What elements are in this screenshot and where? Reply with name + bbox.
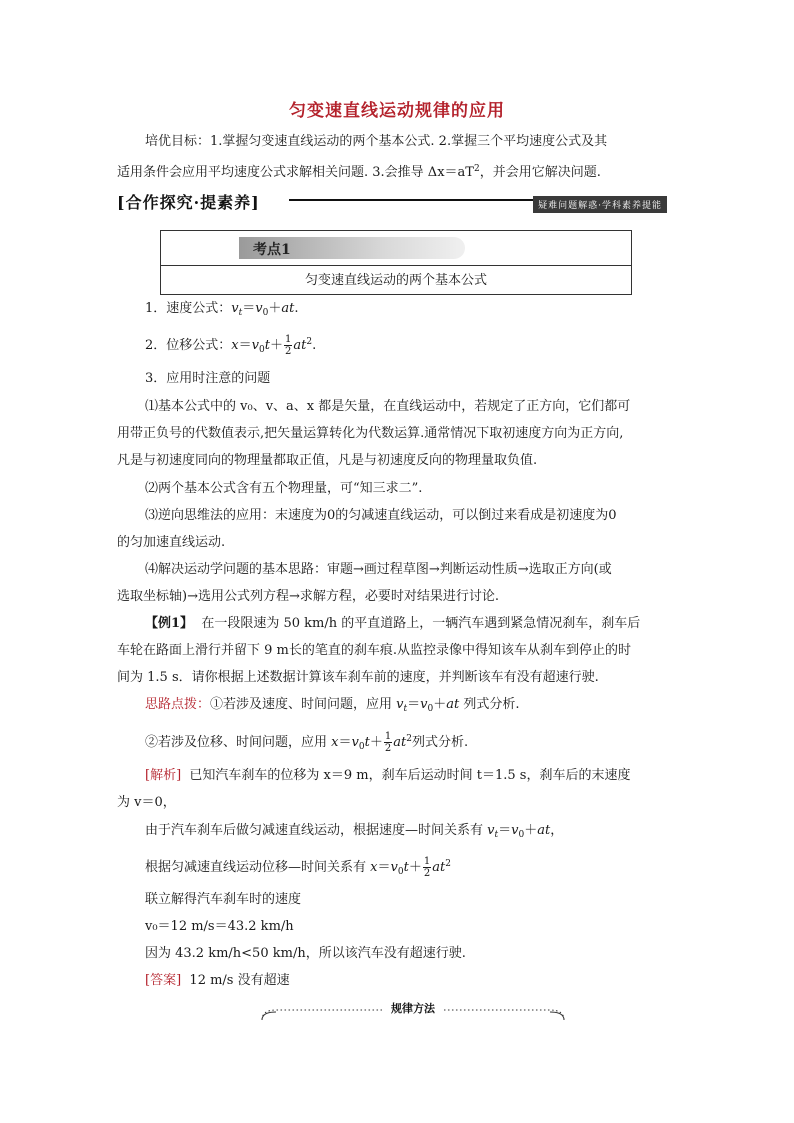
goals-line-2: 适用条件会应用平均速度公式求解相关问题. 3.会推导 $\Delta x=aT^2$，并会用它解决问题.: [117, 164, 601, 180]
hint-label: 思路点拨：: [145, 697, 211, 712]
note-3-line-1: ⑶逆向思维法的应用：末速度为0的匀减速直线运动，可以倒过来看成是初速度为0: [145, 508, 617, 523]
solution-label: [解析]: [145, 768, 182, 783]
method-label: 规律方法: [391, 1002, 435, 1015]
kaodian-box: [160, 230, 632, 295]
solution-line-7: 因为 43.2 km/h<50 km/h，所以该汽车没有超速行驶.: [145, 946, 466, 961]
answer-line: [答案] 12 m/s 没有超速: [145, 973, 290, 988]
hint-line-1: 思路点拨：①若涉及速度、时间问题，应用 $v_t=v_0+at$ 列式分析.: [145, 697, 520, 714]
example-line-3: 间为 1.5 s．请你根据上述数据计算该车刹车前的速度，并判断该车有没有超速行驶.: [117, 670, 599, 685]
hint-line-2: ②若涉及位移、时间问题，应用 $x=v_0t+$ $\frac{1}{2}$ $at^2$列式分析.: [145, 731, 469, 754]
kaodian-divider: [161, 265, 631, 266]
half-fraction: $\frac{1}{2}$: [284, 334, 292, 357]
kaodian-subtitle: 匀变速直线运动的两个基本公式: [304, 273, 487, 288]
solution-line-5: 联立解得汽车刹车时的速度: [145, 892, 302, 907]
note-1-line-3: 凡是与初速度同向的物理量都取正值，凡是与初速度反向的物理量取负值.: [117, 453, 538, 468]
note-4-line-2: 选取坐标轴)→选用公式列方程→求解方程，必要时对结果进行讨论.: [117, 589, 499, 604]
method-ornament: [258, 1000, 568, 1024]
velocity-formula: 1．速度公式：$v_t=v_0+at$.: [145, 301, 299, 318]
solution-line-6: v₀＝12 m/s＝43.2 km/h: [145, 919, 294, 934]
section-header: [117, 190, 667, 214]
goals-line-1: 培优目标：1.掌握匀变速直线运动的两个基本公式. 2.掌握三个平均速度公式及其: [145, 134, 608, 149]
displacement-formula: 2．位移公式：$x=v_0t+$ $\frac{1}{2}$ $at^2$.: [145, 334, 317, 357]
note-4-line-1: ⑷解决运动学问题的基本思路：审题→画过程草图→判断运动性质→选取正方向(或: [145, 562, 612, 577]
answer-label: [答案]: [145, 973, 182, 988]
page-title: 匀变速直线运动规律的应用: [289, 101, 505, 121]
solution-line-3: 由于汽车刹车后做匀减速直线运动，根据速度—时间关系有 $v_t=v_0+at$，: [145, 823, 564, 840]
solution-line-1: [解析] 已知汽车刹车的位移为 x＝9 m，刹车后运动时间 t＝1.5 s，刹车后的末速度: [145, 768, 631, 783]
example-label: 【例1】: [145, 616, 194, 631]
section-tag: 疑难问题解惑·学科素养提能: [533, 196, 667, 213]
example-line-1: 【例1】 在一段限速为 50 km/h 的平直道路上，一辆汽车遇到紧急情况刹车，刹车后: [145, 616, 641, 631]
solution-line-2: 为 v＝0，: [117, 795, 176, 810]
note-2: ⑵两个基本公式含有五个物理量，可“知三求二”.: [145, 481, 423, 496]
note-1-line-2: 用带正负号的代数值表示,把矢量运算转化为代数运算.通常情况下取初速度方向为正方向,: [117, 426, 624, 441]
solution-line-4: 根据匀减速直线运动位移—时间关系有 $x=v_0t+$ $\frac{1}{2}$ $at^2$: [145, 856, 451, 879]
note-3-line-2: 的匀加速直线运动.: [117, 535, 226, 550]
section-title: [合作探究·提素养]: [117, 193, 260, 212]
item-3: 3．应用时注意的问题: [145, 371, 271, 386]
kaodian-tab: [239, 237, 465, 259]
example-line-2: 车轮在路面上滑行并留下 9 m长的笔直的刹车痕.从监控录像中得知该车从刹车到停止的时: [117, 643, 631, 658]
note-1-line-1: ⑴基本公式中的 v₀、v、a、x 都是矢量，在直线运动中，若规定了正方向，它们都可: [145, 399, 631, 414]
kaodian-label: 考点1: [253, 242, 291, 258]
